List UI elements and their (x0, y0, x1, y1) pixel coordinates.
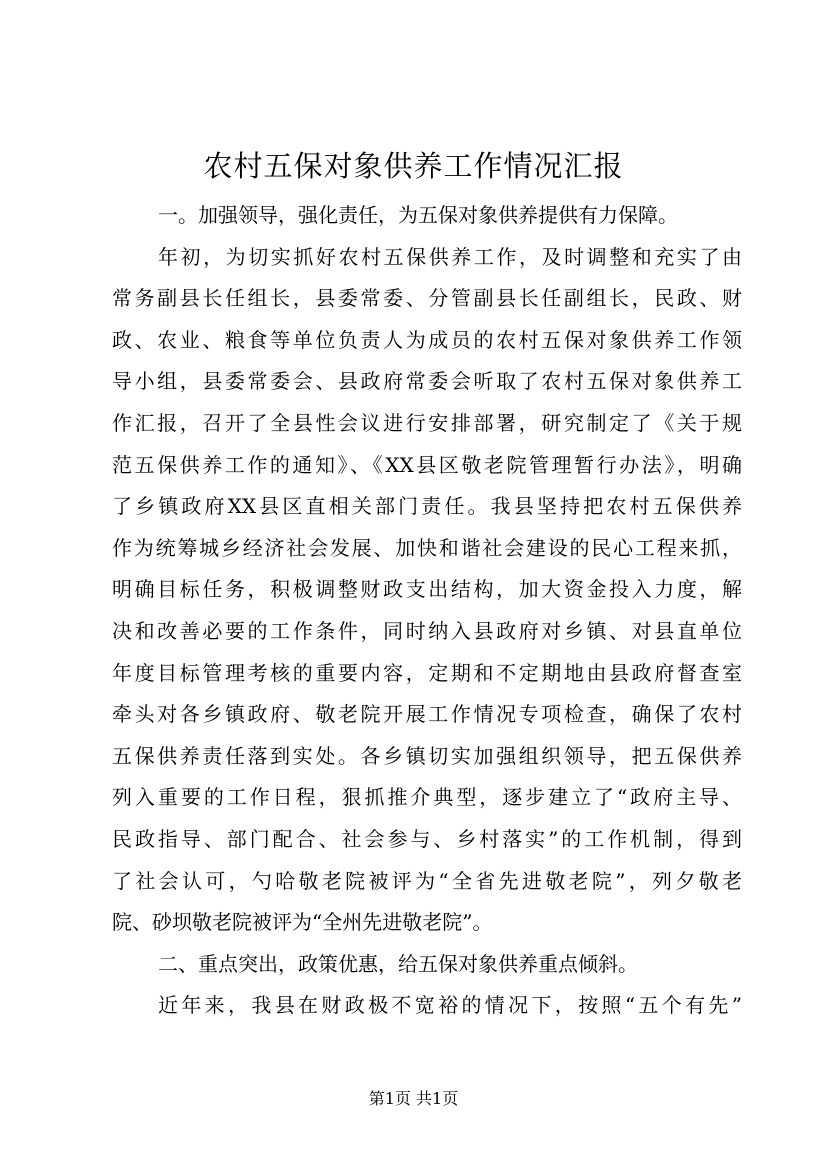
body-line: 近年来，我县在财政极不宽裕的情况下，按照“五个有先” (158, 993, 742, 1018)
body-line: 作汇报，召开了全县性会议进行安排部署，研究制定了《关于规 (112, 410, 742, 435)
body-line: 年初，为切实抓好农村五保供养工作，及时调整和充实了由 (158, 244, 742, 269)
body-line: 一。加强领导，强化责任，为五保对象供养提供有力保障。 (158, 203, 678, 227)
body-line: 民政指导、部门配合、社会参与、乡村落实”的工作机制，得到 (112, 826, 742, 851)
body-line: 范五保供养工作的通知》、《XX县区敬老院管理暂行办法》，明确 (112, 452, 742, 477)
page-footer: 第1页 共1页 (368, 1089, 459, 1108)
body-line: 五保供养责任落到实处。各乡镇切实加强组织领导，把五保供养 (112, 743, 742, 768)
body-line: 明确目标任务，积极调整财政支出结构，加大资金投入力度，解 (112, 577, 742, 602)
body-line: 二、重点突出，政策优惠，给五保对象供养重点倾斜。 (158, 951, 638, 976)
body-line: 导小组，县委常委会、县政府常委会听取了农村五保对象供养工 (112, 369, 742, 394)
body-line: 决和改善必要的工作条件，同时纳入县政府对乡镇、对县直单位 (112, 618, 742, 643)
body-line: 政、农业、粮食等单位负责人为成员的农村五保对象供养工作领 (112, 327, 742, 352)
body-line: 院、砂坝敬老院被评为“全州先进敬老院”。 (112, 910, 493, 935)
document-body (112, 195, 742, 1027)
body-line: 牵头对各乡镇政府、敬老院开展工作情况专项检查，确保了农村 (112, 702, 742, 727)
body-line: 了乡镇政府XX县区直相关部门责任。我县坚持把农村五保供养 (112, 494, 742, 519)
body-line: 年度目标管理考核的重要内容，定期和不定期地由县政府督查室 (112, 660, 742, 685)
body-line: 常务副县长任组长，县委常委、分管副县长任副组长，民政、财 (112, 286, 742, 311)
body-line: 作为统筹城乡经济社会发展、加快和谐社会建设的民心工程来抓， (112, 535, 742, 560)
document-title: 农村五保对象供养工作情况汇报 (203, 149, 624, 183)
body-line: 了社会认可，勺哈敬老院被评为“全省先进敬老院”，列夕敬老 (112, 868, 742, 893)
body-line: 列入重要的工作日程，狠抓推介典型，逐步建立了“政府主导、 (112, 785, 742, 810)
